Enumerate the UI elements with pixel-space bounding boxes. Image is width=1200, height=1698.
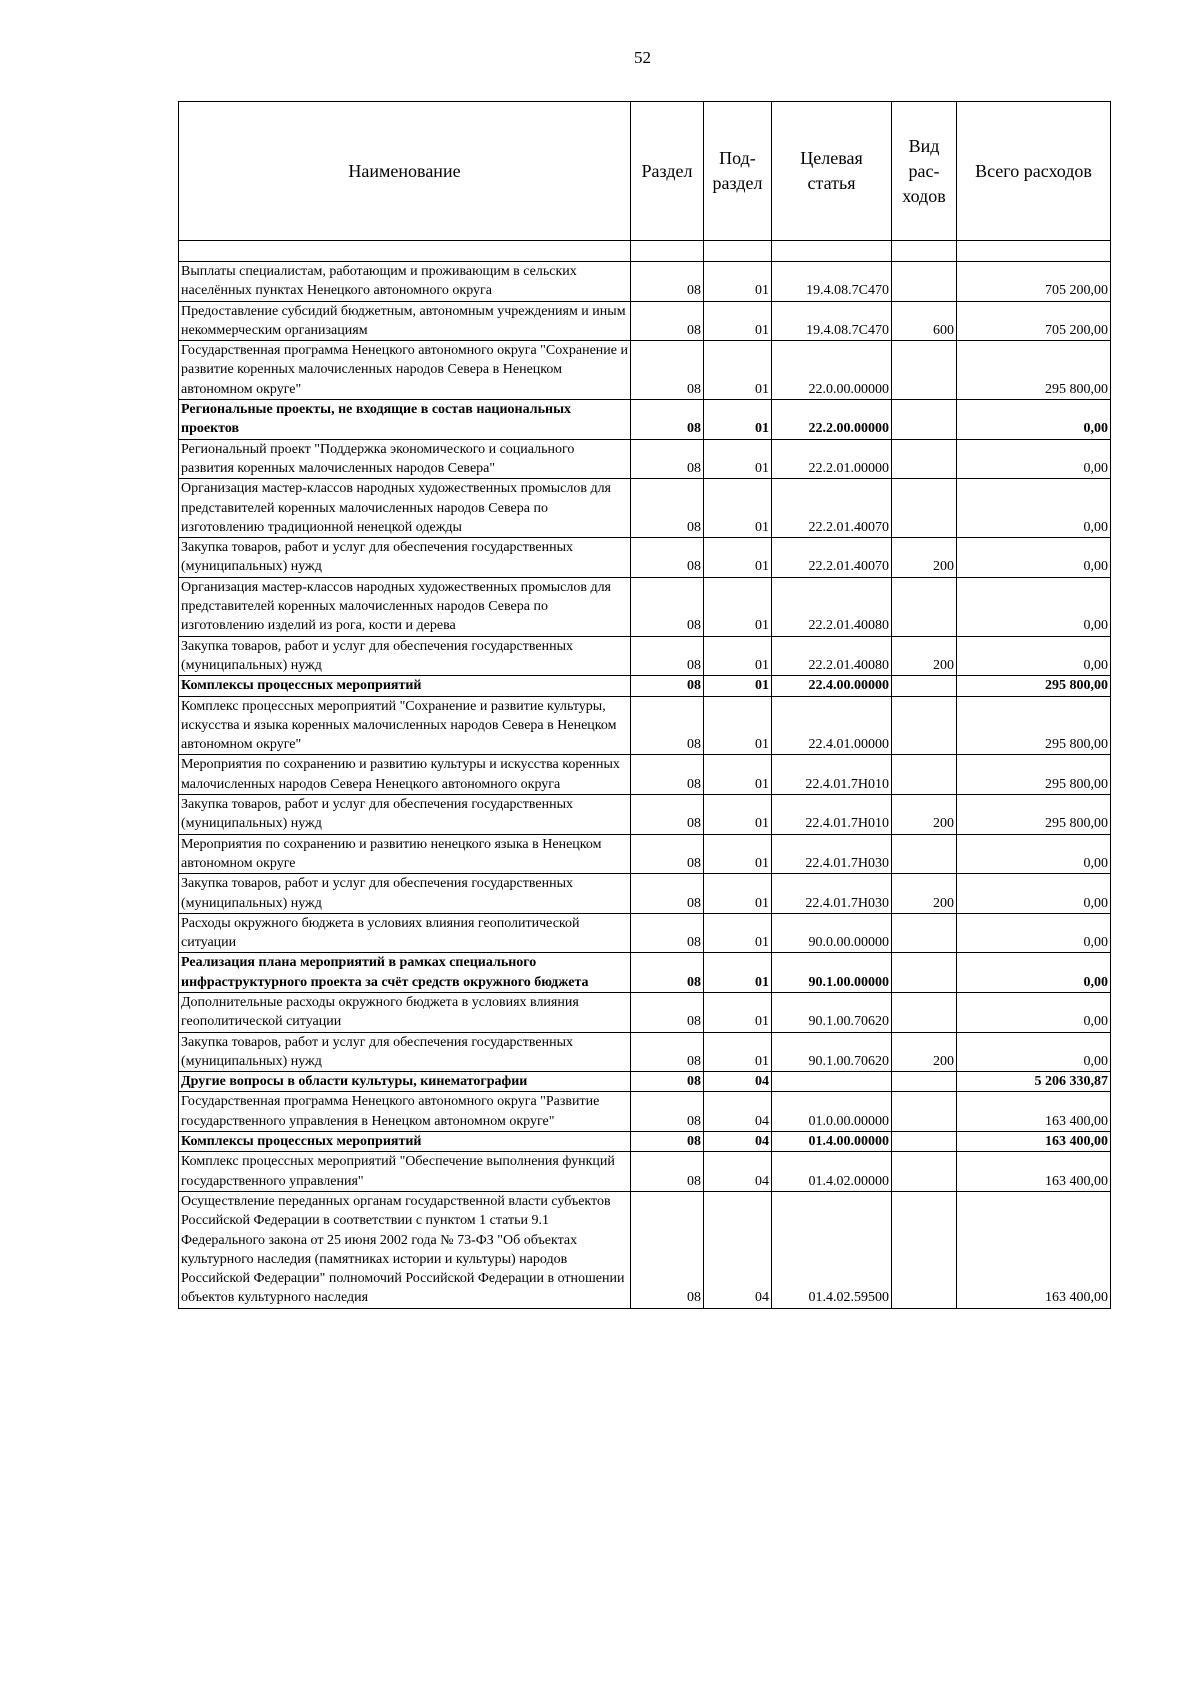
row-vid xyxy=(892,341,957,400)
spacer-cell xyxy=(772,241,892,262)
row-podrazdel: 01 xyxy=(704,341,772,400)
row-celevaya: 22.4.01.7Н030 xyxy=(772,874,892,914)
spacer-cell xyxy=(892,241,957,262)
row-vid xyxy=(892,400,957,440)
row-total: 0,00 xyxy=(957,913,1111,953)
row-name: Закупка товаров, работ и услуг для обеспечения государственных (муниципальных) нужд xyxy=(179,636,631,676)
header-total: Всего расходов xyxy=(957,102,1111,241)
row-podrazdel: 04 xyxy=(704,1152,772,1192)
row-vid xyxy=(892,1132,957,1152)
row-vid xyxy=(892,913,957,953)
row-razdel: 08 xyxy=(631,400,704,440)
row-celevaya: 22.2.01.40070 xyxy=(772,538,892,578)
row-name: Закупка товаров, работ и услуг для обеспечения государственных (муниципальных) нужд xyxy=(179,538,631,578)
row-vid: 200 xyxy=(892,636,957,676)
row-name: Комплекс процессных мероприятий "Обеспечение выполнения функций государственного управления" xyxy=(179,1152,631,1192)
row-podrazdel: 01 xyxy=(704,913,772,953)
table-row xyxy=(179,953,1111,993)
table-row xyxy=(179,262,1111,302)
table-row xyxy=(179,1152,1111,1192)
table-row xyxy=(179,538,1111,578)
table-row xyxy=(179,301,1111,341)
row-vid xyxy=(892,676,957,696)
row-total: 295 800,00 xyxy=(957,676,1111,696)
header-razdel: Раздел xyxy=(631,102,704,241)
row-razdel: 08 xyxy=(631,1152,704,1192)
row-total: 0,00 xyxy=(957,834,1111,874)
row-total: 0,00 xyxy=(957,479,1111,538)
row-name: Региональный проект "Поддержка экономического и социального развития коренных малочисленных народов Севера" xyxy=(179,439,631,479)
row-celevaya: 22.0.00.00000 xyxy=(772,341,892,400)
row-vid xyxy=(892,696,957,755)
row-total: 163 400,00 xyxy=(957,1152,1111,1192)
row-name: Расходы окружного бюджета в условиях влияния геополитической ситуации xyxy=(179,913,631,953)
row-podrazdel: 01 xyxy=(704,301,772,341)
table-row xyxy=(179,992,1111,1032)
row-celevaya: 22.2.01.40080 xyxy=(772,636,892,676)
header-name: Наименование xyxy=(179,102,631,241)
row-razdel: 08 xyxy=(631,834,704,874)
row-podrazdel: 01 xyxy=(704,400,772,440)
row-total: 0,00 xyxy=(957,874,1111,914)
row-celevaya: 22.4.01.00000 xyxy=(772,696,892,755)
row-total: 0,00 xyxy=(957,400,1111,440)
row-celevaya: 22.2.01.00000 xyxy=(772,439,892,479)
row-vid xyxy=(892,479,957,538)
row-razdel: 08 xyxy=(631,874,704,914)
row-razdel: 08 xyxy=(631,301,704,341)
row-celevaya: 19.4.08.7С470 xyxy=(772,262,892,302)
row-podrazdel: 01 xyxy=(704,577,772,636)
row-celevaya: 01.0.00.00000 xyxy=(772,1092,892,1132)
row-celevaya: 22.4.00.00000 xyxy=(772,676,892,696)
row-total: 0,00 xyxy=(957,992,1111,1032)
row-celevaya: 01.4.02.59500 xyxy=(772,1191,892,1308)
row-total: 0,00 xyxy=(957,538,1111,578)
row-name: Организация мастер-классов народных художественных промыслов для представителей коренных малочисленных народов Севера по изготовлению изделий из рога, кости и дерева xyxy=(179,577,631,636)
row-name: Другие вопросы в области культуры, кинематографии xyxy=(179,1072,631,1092)
spacer-cell xyxy=(957,241,1111,262)
table-row xyxy=(179,676,1111,696)
row-total: 295 800,00 xyxy=(957,795,1111,835)
spacer-cell xyxy=(179,241,631,262)
header-vid: Вид рас- ходов xyxy=(892,102,957,241)
row-celevaya: 22.4.01.7Н030 xyxy=(772,834,892,874)
row-celevaya: 22.4.01.7Н010 xyxy=(772,755,892,795)
table-row xyxy=(179,795,1111,835)
row-vid xyxy=(892,1092,957,1132)
table-row xyxy=(179,636,1111,676)
row-podrazdel: 01 xyxy=(704,479,772,538)
row-razdel: 08 xyxy=(631,913,704,953)
row-podrazdel: 01 xyxy=(704,795,772,835)
table-row xyxy=(179,1191,1111,1308)
row-razdel: 08 xyxy=(631,479,704,538)
row-razdel: 08 xyxy=(631,341,704,400)
row-podrazdel: 01 xyxy=(704,439,772,479)
row-celevaya: 01.4.02.00000 xyxy=(772,1152,892,1192)
row-razdel: 08 xyxy=(631,577,704,636)
row-celevaya: 22.2.01.40070 xyxy=(772,479,892,538)
row-razdel: 08 xyxy=(631,1032,704,1072)
row-celevaya: 90.0.00.00000 xyxy=(772,913,892,953)
row-vid xyxy=(892,262,957,302)
row-total: 163 400,00 xyxy=(957,1132,1111,1152)
row-celevaya: 19.4.08.7С470 xyxy=(772,301,892,341)
row-celevaya: 22.2.00.00000 xyxy=(772,400,892,440)
row-podrazdel: 01 xyxy=(704,992,772,1032)
row-podrazdel: 04 xyxy=(704,1191,772,1308)
table-row xyxy=(179,1032,1111,1072)
row-razdel: 08 xyxy=(631,262,704,302)
row-total: 0,00 xyxy=(957,1032,1111,1072)
row-vid xyxy=(892,1072,957,1092)
row-name: Осуществление переданных органам государственной власти субъектов Российской Федерации в соответствии с пунктом 1 статьи 9.1 Федерального закона от 25 июня 2002 года № 73-ФЗ "Об объектах культурного наследия (памятниках истории и культуры) народов Российской Федерации" полномочий Российской Федерации в отношении объектов культурного наследия xyxy=(179,1191,631,1308)
row-podrazdel: 01 xyxy=(704,636,772,676)
table-header-row xyxy=(179,102,1111,241)
row-celevaya: 90.1.00.70620 xyxy=(772,992,892,1032)
row-celevaya: 22.4.01.7Н010 xyxy=(772,795,892,835)
row-vid xyxy=(892,1191,957,1308)
row-podrazdel: 01 xyxy=(704,262,772,302)
row-total: 0,00 xyxy=(957,577,1111,636)
row-name: Региональные проекты, не входящие в состав национальных проектов xyxy=(179,400,631,440)
row-podrazdel: 01 xyxy=(704,696,772,755)
row-name: Мероприятия по сохранению и развитию культуры и искусства коренных малочисленных народов Севера Ненецкого автономного округа xyxy=(179,755,631,795)
row-name: Государственная программа Ненецкого автономного округа "Развитие государственного управления в Ненецком автономном округе" xyxy=(179,1092,631,1132)
row-name: Мероприятия по сохранению и развитию ненецкого языка в Ненецком автономном округе xyxy=(179,834,631,874)
spacer-cell xyxy=(631,241,704,262)
row-total: 163 400,00 xyxy=(957,1092,1111,1132)
row-total: 295 800,00 xyxy=(957,755,1111,795)
row-total: 705 200,00 xyxy=(957,301,1111,341)
row-razdel: 08 xyxy=(631,538,704,578)
row-vid xyxy=(892,834,957,874)
row-celevaya xyxy=(772,1072,892,1092)
row-vid xyxy=(892,439,957,479)
table-row xyxy=(179,1132,1111,1152)
row-vid: 200 xyxy=(892,874,957,914)
row-podrazdel: 01 xyxy=(704,1032,772,1072)
row-name: Закупка товаров, работ и услуг для обеспечения государственных (муниципальных) нужд xyxy=(179,874,631,914)
row-name: Закупка товаров, работ и услуг для обеспечения государственных (муниципальных) нужд xyxy=(179,795,631,835)
row-podrazdel: 01 xyxy=(704,755,772,795)
table-row xyxy=(179,577,1111,636)
row-vid xyxy=(892,1152,957,1192)
row-razdel: 08 xyxy=(631,953,704,993)
row-celevaya: 22.2.01.40080 xyxy=(772,577,892,636)
row-total: 0,00 xyxy=(957,439,1111,479)
row-name: Выплаты специалистам, работающим и проживающим в сельских населённых пунктах Ненецкого автономного округа xyxy=(179,262,631,302)
row-name: Комплексы процессных мероприятий xyxy=(179,676,631,696)
row-total: 705 200,00 xyxy=(957,262,1111,302)
table-row xyxy=(179,400,1111,440)
table-row xyxy=(179,479,1111,538)
row-total: 295 800,00 xyxy=(957,341,1111,400)
row-name: Реализация плана мероприятий в рамках специального инфраструктурного проекта за счёт средств окружного бюджета xyxy=(179,953,631,993)
row-celevaya: 90.1.00.70620 xyxy=(772,1032,892,1072)
row-razdel: 08 xyxy=(631,696,704,755)
header-podrazdel: Под- раздел xyxy=(704,102,772,241)
row-podrazdel: 04 xyxy=(704,1132,772,1152)
row-podrazdel: 01 xyxy=(704,874,772,914)
row-podrazdel: 04 xyxy=(704,1072,772,1092)
row-vid xyxy=(892,992,957,1032)
row-total: 163 400,00 xyxy=(957,1191,1111,1308)
row-vid xyxy=(892,755,957,795)
row-total: 295 800,00 xyxy=(957,696,1111,755)
row-name: Комплексы процессных мероприятий xyxy=(179,1132,631,1152)
table-row xyxy=(179,913,1111,953)
row-podrazdel: 01 xyxy=(704,834,772,874)
row-razdel: 08 xyxy=(631,1072,704,1092)
row-vid xyxy=(892,953,957,993)
header-spacer-row xyxy=(179,241,1111,262)
row-vid: 600 xyxy=(892,301,957,341)
row-total: 0,00 xyxy=(957,953,1111,993)
row-vid: 200 xyxy=(892,538,957,578)
row-name: Комплекс процессных мероприятий "Сохранение и развитие культуры, искусства и языка коренных малочисленных народов Севера в Ненецком автономном округе" xyxy=(179,696,631,755)
table-row xyxy=(179,696,1111,755)
budget-table xyxy=(178,101,1111,1309)
row-razdel: 08 xyxy=(631,1092,704,1132)
row-razdel: 08 xyxy=(631,676,704,696)
row-name: Дополнительные расходы окружного бюджета в условиях влияния геополитической ситуации xyxy=(179,992,631,1032)
row-celevaya: 90.1.00.00000 xyxy=(772,953,892,993)
table-row xyxy=(179,755,1111,795)
row-podrazdel: 01 xyxy=(704,676,772,696)
row-razdel: 08 xyxy=(631,1191,704,1308)
row-celevaya: 01.4.00.00000 xyxy=(772,1132,892,1152)
row-razdel: 08 xyxy=(631,1132,704,1152)
row-vid xyxy=(892,577,957,636)
table-row xyxy=(179,439,1111,479)
row-podrazdel: 01 xyxy=(704,538,772,578)
row-total: 5 206 330,87 xyxy=(957,1072,1111,1092)
row-podrazdel: 01 xyxy=(704,953,772,993)
row-vid: 200 xyxy=(892,1032,957,1072)
header-celevaya: Целевая статья xyxy=(772,102,892,241)
spacer-cell xyxy=(704,241,772,262)
row-total: 0,00 xyxy=(957,636,1111,676)
table-row xyxy=(179,834,1111,874)
row-vid: 200 xyxy=(892,795,957,835)
row-name: Государственная программа Ненецкого автономного округа "Сохранение и развитие коренных малочисленных народов Севера в Ненецком автономном округе" xyxy=(179,341,631,400)
table-row xyxy=(179,874,1111,914)
table-body xyxy=(179,262,1111,1309)
table-row xyxy=(179,341,1111,400)
row-razdel: 08 xyxy=(631,636,704,676)
row-podrazdel: 04 xyxy=(704,1092,772,1132)
page-number: 52 xyxy=(634,48,651,67)
table-row xyxy=(179,1072,1111,1092)
table-row xyxy=(179,1092,1111,1132)
row-razdel: 08 xyxy=(631,795,704,835)
row-name: Организация мастер-классов народных художественных промыслов для представителей коренных малочисленных народов Севера по изготовлению традиционной ненецкой одежды xyxy=(179,479,631,538)
row-name: Предоставление субсидий бюджетным, автономным учреждениям и иным некоммерческим организациям xyxy=(179,301,631,341)
row-name: Закупка товаров, работ и услуг для обеспечения государственных (муниципальных) нужд xyxy=(179,1032,631,1072)
row-razdel: 08 xyxy=(631,755,704,795)
row-razdel: 08 xyxy=(631,439,704,479)
row-razdel: 08 xyxy=(631,992,704,1032)
